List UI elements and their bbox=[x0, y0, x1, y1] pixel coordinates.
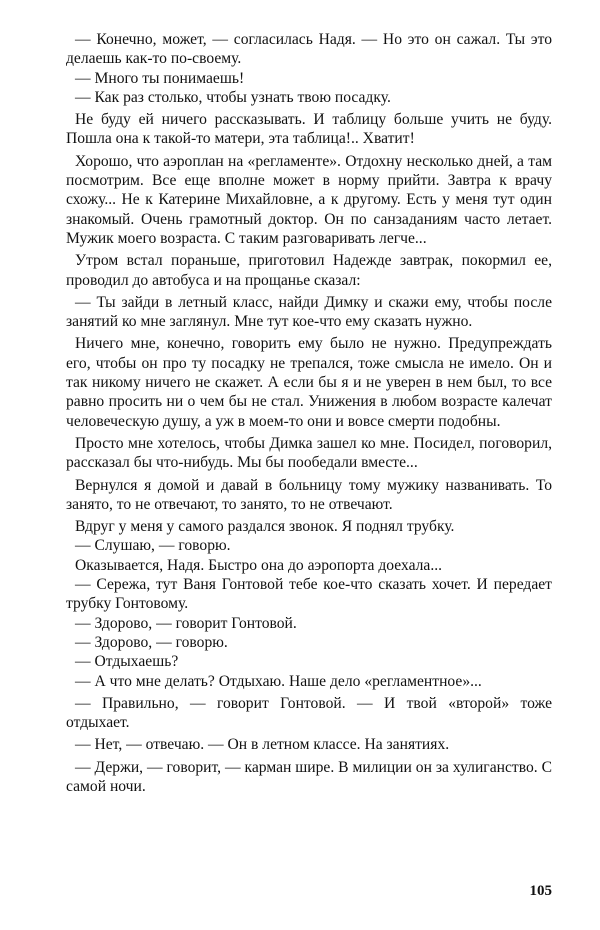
paragraph: — А что мне делать? Отдыхаю. Наше дело «регламентное»... bbox=[75, 672, 482, 690]
page-number: 105 bbox=[529, 883, 552, 899]
paragraph: — Слушаю, — говорю. bbox=[75, 537, 231, 555]
paragraph: Вдруг у меня у самого раздался звонок. Я поднял трубку. bbox=[75, 518, 455, 536]
paragraph: — Держи, — говорит, — карман шире. В милиции он за хулиганство. С самой ночи. bbox=[66, 758, 552, 795]
paragraph: Оказывается, Надя. Быстро она до аэропорта доехала... bbox=[75, 556, 443, 574]
paragraph: — Здорово, — говорю. bbox=[75, 633, 228, 651]
paragraph: — Здорово, — говорит Гонтовой. bbox=[75, 614, 297, 632]
paragraph: — Сережа, тут Ваня Гонтовой тебе кое-что сказать хочет. И передает трубку Гонтовому. bbox=[66, 576, 552, 613]
paragraph: — Отдыхаешь? bbox=[75, 653, 179, 671]
paragraph: Вернулся я домой и давай в больницу тому мужику названивать. То занято, то не отвечают, то занято, то не отвечают. bbox=[66, 476, 552, 513]
paragraph: Ничего мне, конечно, говорить ему было не нужно. Предупреждать его, чтобы он про ту посадку не трепался, тоже смысла не имело. Он и так никому ничего не скажет. А если бы я и не уверен в нем был, то все равно просить ни о чем бы не стал. Унижения в любом возрасте калечат человеческую душу, а уж в моем-то они и вовсе смерти подобны. bbox=[66, 335, 552, 430]
paragraph: Утром встал пораньше, приготовил Надежде завтрак, покормил ее, проводил до автобуса и на прощанье сказал: bbox=[66, 252, 552, 289]
paragraph: — Конечно, может, — согласилась Надя. — Но это он сажал. Ты это делаешь как-то по-своему. bbox=[66, 31, 552, 68]
paragraph: Просто мне хотелось, чтобы Димка зашел ко мне. Посидел, поговорил, рассказал бы что-нибудь. Мы бы пообедали вместе... bbox=[66, 434, 552, 472]
paragraph: — Нет, — отвечаю. — Он в летном классе. На занятиях. bbox=[75, 736, 450, 754]
paragraph: — Ты зайди в летный класс, найди Димку и скажи ему, чтобы после занятий ко мне заглянул. Мне тут кое-что ему сказать нужно. bbox=[66, 293, 552, 331]
paragraph: Хорошо, что аэроплан на «регламенте». Отдохну несколько дней, а там посмотрим. Все еще вполне может в норму прийти. Завтра к врачу схожу... Не к Катерине Михайловне, а к другому. Есть у меня тут один знакомый. Очень грамотный доктор. Он по санзаданиям часто летает. Мужик моего возраста. С таким разговаривать легче... bbox=[66, 152, 552, 247]
paragraph: — Как раз столько, чтобы узнать твою посадку. bbox=[75, 88, 391, 106]
paragraph: Не буду ей ничего рассказывать. И таблицу больше учить не буду. Пошла она к такой-то матери, эта таблица!.. Хватит! bbox=[66, 111, 552, 148]
page-text bbox=[66, 30, 552, 796]
paragraph: — Правильно, — говорит Гонтовой. — И твой «второй» тоже отдыхает. bbox=[66, 694, 552, 732]
paragraph: — Много ты понимаешь! bbox=[75, 69, 245, 87]
